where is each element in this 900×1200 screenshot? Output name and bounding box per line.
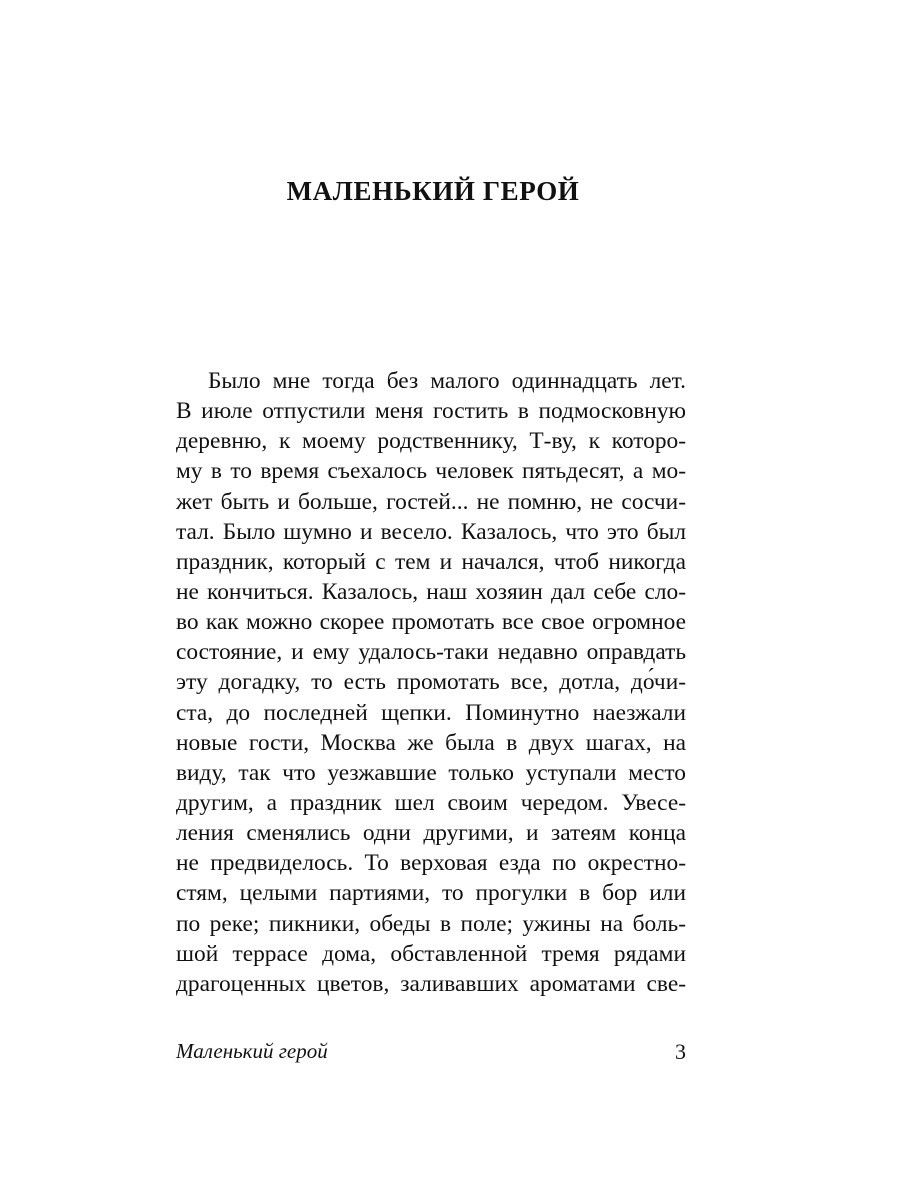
- text-line: эту догадку, то есть промотать все, дотла, до́чи-: [176, 669, 686, 696]
- text-line: по реке; пикники, обеды в поле; ужины на боль-: [176, 910, 686, 937]
- text-line: стям, целыми партиями, то прогулки в бор или: [176, 880, 686, 907]
- text-line: драгоценных цветов, заливавших ароматами све-: [176, 970, 686, 997]
- text-line: деревню, к моему родственнику, Т-ву, к которо-: [176, 428, 686, 455]
- text-line: му в то время съехалось человек пятьдесят, а мо-: [176, 458, 686, 485]
- text-line: во как можно скорее промотать все свое огромное: [176, 609, 686, 636]
- text-line: В июле отпустили меня гостить в подмосковную: [176, 398, 686, 425]
- text-line: праздник, который с тем и начался, чтоб никогда: [176, 548, 686, 575]
- page-title: МАЛЕНЬКИЙ ГЕРОЙ: [286, 176, 580, 206]
- text-line: не кончиться. Казалось, наш хозяин дал себе сло-: [176, 578, 686, 605]
- text-line: состояние, и ему удалось-таки недавно оправдать: [176, 639, 686, 666]
- running-footer-title: Маленький герой: [176, 1039, 328, 1063]
- text-line: ста, до последней щепки. Поминутно наезжали: [176, 699, 686, 726]
- text-line: виду, так что уезжавшие только уступали место: [176, 759, 686, 786]
- text-line: ления сменялись одни другими, и затеям конца: [176, 820, 686, 847]
- text-line: жет быть и больше, гостей... не помню, не сосчи-: [176, 488, 686, 515]
- body-text: [176, 366, 686, 999]
- text-line: не предвиделось. То верховая езда по окрестно-: [176, 850, 686, 877]
- text-line: тал. Было шумно и весело. Казалось, что это был: [176, 518, 686, 545]
- page-number: 3: [675, 1039, 686, 1064]
- text-line: Было мне тогда без малого одиннадцать лет.: [208, 368, 686, 394]
- text-line: новые гости, Москва же была в двух шагах, на: [176, 729, 686, 756]
- text-line: другим, а праздник шел своим чередом. Увесе-: [176, 789, 686, 816]
- text-line: шой террасе дома, обставленной тремя рядами: [176, 940, 686, 967]
